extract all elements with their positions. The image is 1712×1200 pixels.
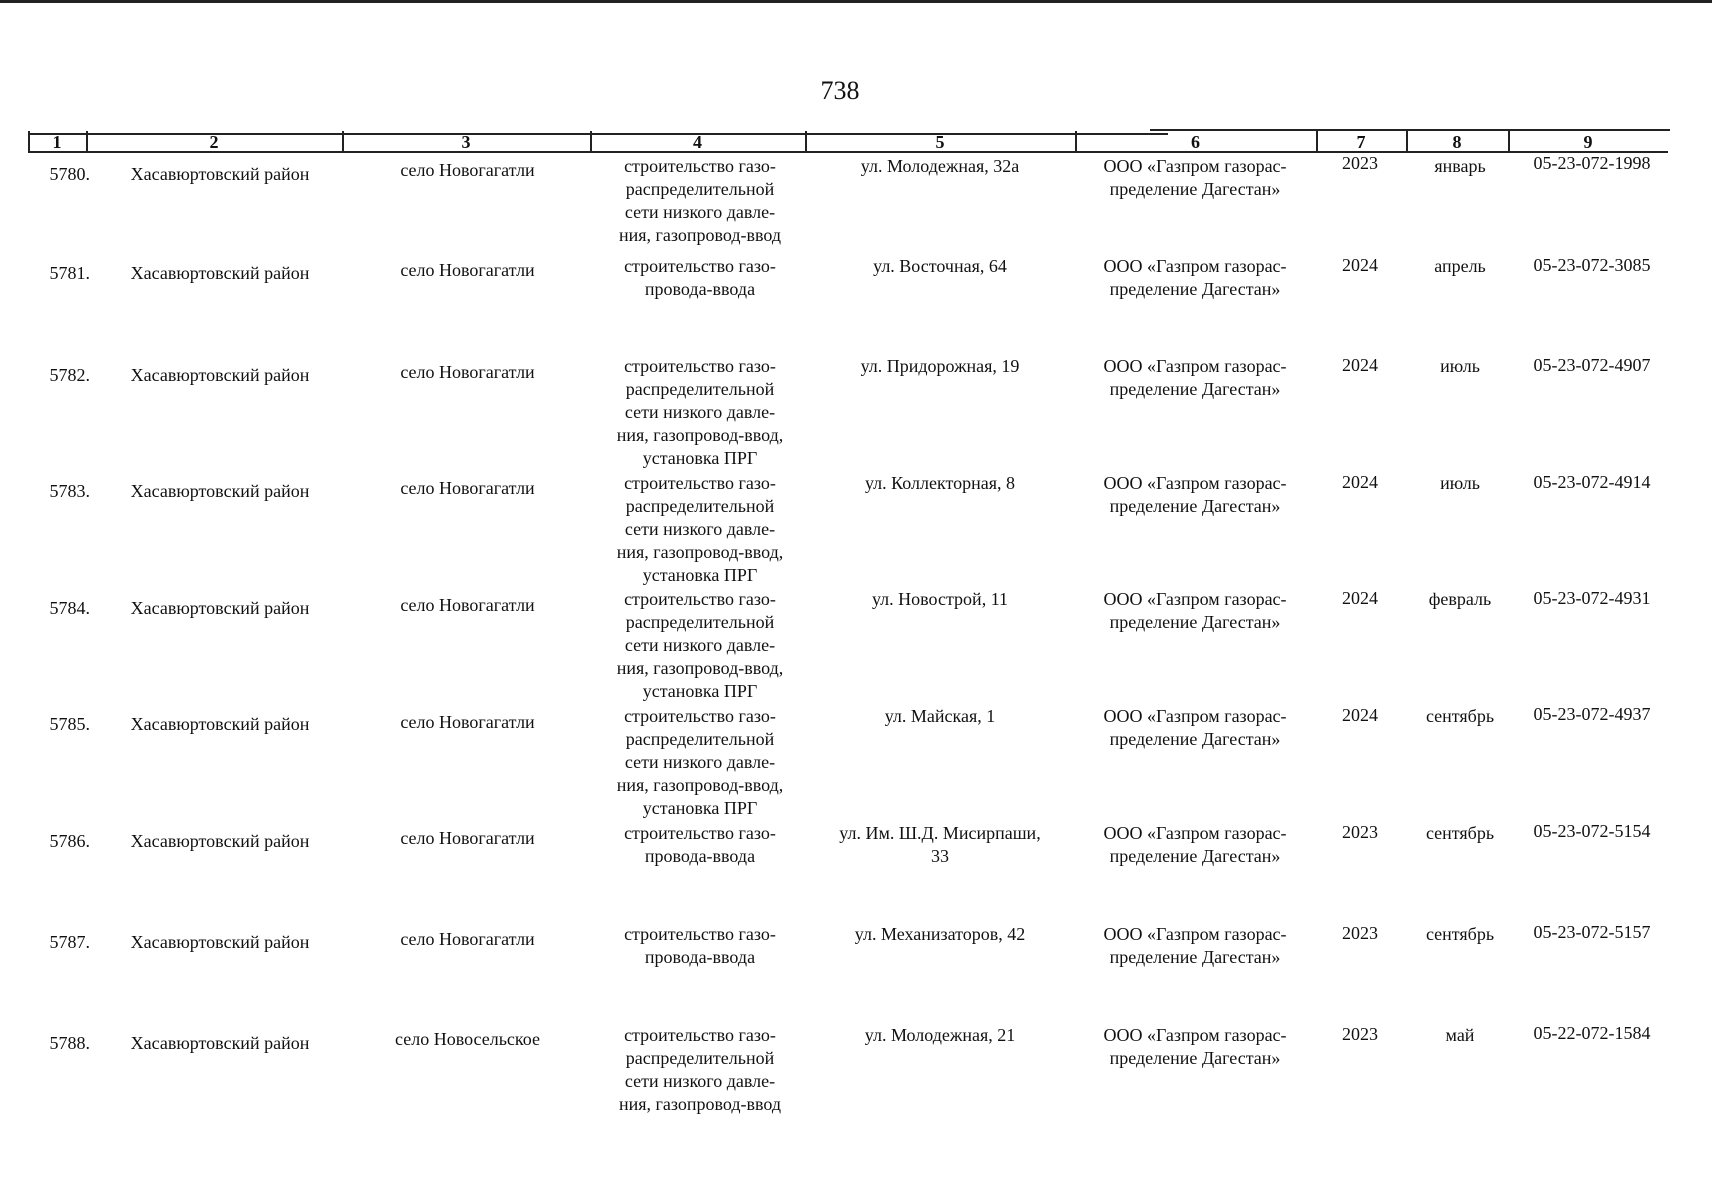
organization-cell bbox=[1075, 923, 1315, 969]
row-number: 5782. bbox=[49, 365, 90, 385]
address-line: ул. Майская, 1 bbox=[884, 706, 996, 726]
month-cell: июль bbox=[1440, 356, 1480, 376]
row-number: 5780. bbox=[49, 164, 90, 184]
organization-cell bbox=[1075, 588, 1315, 634]
organization-cell bbox=[1075, 355, 1315, 401]
address-line: ул. Восточная, 64 bbox=[873, 256, 1007, 276]
settlement-cell: село Новогагатли bbox=[400, 260, 535, 280]
column-header-9: 9 bbox=[1583, 132, 1593, 152]
work-line: строительство газо- bbox=[624, 589, 776, 609]
row-number: 5784. bbox=[49, 598, 90, 618]
scan-top-edge bbox=[0, 0, 1712, 3]
work-line: установка ПРГ bbox=[642, 798, 758, 818]
year-cell: 2023 bbox=[1342, 923, 1378, 943]
column-header-1: 1 bbox=[52, 132, 62, 152]
work-description-cell bbox=[590, 355, 810, 470]
work-description-cell bbox=[590, 588, 810, 703]
settlement-cell: село Новогагатли bbox=[400, 929, 535, 949]
month-cell: сентябрь bbox=[1425, 924, 1495, 944]
month-cell: сентябрь bbox=[1425, 706, 1495, 726]
address-line: ул. Придорожная, 19 bbox=[860, 356, 1020, 376]
address-cell bbox=[810, 588, 1070, 611]
row-number: 5785. bbox=[49, 714, 90, 734]
organization-cell bbox=[1075, 705, 1315, 751]
address-line: ул. Молодежная, 32а bbox=[860, 156, 1020, 176]
district-cell: Хасавюртовский район bbox=[130, 365, 310, 385]
organization-line: ООО «Газпром газорас- bbox=[1103, 823, 1287, 843]
column-header-5: 5 bbox=[935, 132, 945, 152]
settlement-cell: село Новосельское bbox=[395, 1029, 540, 1049]
row-number: 5786. bbox=[49, 831, 90, 851]
work-line: сети низкого давле- bbox=[624, 202, 776, 222]
column-header-7: 7 bbox=[1356, 132, 1366, 152]
organization-cell bbox=[1075, 822, 1315, 868]
code-cell: 05-23-072-4907 bbox=[1533, 355, 1651, 375]
work-line: ния, газопровод-ввод bbox=[618, 1094, 782, 1114]
organization-line: пределение Дагестан» bbox=[1109, 179, 1281, 199]
work-description-cell bbox=[590, 155, 810, 247]
organization-line: ООО «Газпром газорас- bbox=[1103, 356, 1287, 376]
column-header-3: 3 bbox=[461, 132, 471, 152]
organization-cell bbox=[1075, 255, 1315, 301]
work-description-cell bbox=[590, 923, 810, 969]
work-line: распределительной bbox=[625, 729, 775, 749]
address-cell bbox=[810, 472, 1070, 495]
work-line: ния, газопровод-ввод, bbox=[616, 425, 784, 445]
address-line: ул. Механизаторов, 42 bbox=[854, 924, 1026, 944]
settlement-cell: село Новогагатли bbox=[400, 712, 535, 732]
address-cell bbox=[810, 155, 1070, 178]
work-line: установка ПРГ bbox=[642, 565, 758, 585]
organization-cell bbox=[1075, 1024, 1315, 1070]
organization-line: пределение Дагестан» bbox=[1109, 379, 1281, 399]
district-cell: Хасавюртовский район bbox=[130, 164, 310, 184]
row-number: 5783. bbox=[49, 481, 90, 501]
work-description-cell bbox=[590, 705, 810, 820]
work-line: ния, газопровод-ввод bbox=[618, 225, 782, 245]
year-cell: 2023 bbox=[1342, 153, 1378, 173]
organization-line: ООО «Газпром газорас- bbox=[1103, 924, 1287, 944]
organization-line: ООО «Газпром газорас- bbox=[1103, 589, 1287, 609]
code-cell: 05-23-072-5157 bbox=[1533, 922, 1651, 942]
work-line: провода-ввода bbox=[644, 279, 756, 299]
work-line: строительство газо- bbox=[624, 256, 776, 276]
settlement-cell: село Новогагатли bbox=[400, 478, 535, 498]
work-description-cell bbox=[590, 1024, 810, 1116]
organization-line: ООО «Газпром газорас- bbox=[1103, 156, 1287, 176]
work-line: провода-ввода bbox=[644, 947, 756, 967]
year-cell: 2024 bbox=[1342, 705, 1378, 725]
month-cell: июль bbox=[1440, 473, 1480, 493]
organization-line: пределение Дагестан» bbox=[1109, 947, 1281, 967]
work-line: распределительной bbox=[625, 1048, 775, 1068]
organization-line: пределение Дагестан» bbox=[1109, 1048, 1281, 1068]
work-line: строительство газо- bbox=[624, 924, 776, 944]
address-line: ул. Молодежная, 21 bbox=[864, 1025, 1016, 1045]
address-cell bbox=[810, 255, 1070, 278]
organization-line: ООО «Газпром газорас- bbox=[1103, 473, 1287, 493]
address-line: 33 bbox=[931, 846, 949, 866]
work-line: сети низкого давле- bbox=[624, 752, 776, 772]
work-line: строительство газо- bbox=[624, 356, 776, 376]
organization-line: пределение Дагестан» bbox=[1109, 496, 1281, 516]
column-header-4: 4 bbox=[693, 132, 702, 152]
year-cell: 2024 bbox=[1342, 588, 1378, 608]
work-line: сети низкого давле- bbox=[624, 519, 776, 539]
district-cell: Хасавюртовский район bbox=[130, 1033, 310, 1053]
work-line: сети низкого давле- bbox=[624, 635, 776, 655]
work-line: ния, газопровод-ввод, bbox=[616, 658, 784, 678]
address-cell bbox=[810, 355, 1070, 378]
month-cell: май bbox=[1445, 1025, 1475, 1045]
code-cell: 05-23-072-4931 bbox=[1533, 588, 1651, 608]
row-number: 5787. bbox=[49, 932, 90, 952]
district-cell: Хасавюртовский район bbox=[130, 714, 310, 734]
code-cell: 05-23-072-4914 bbox=[1533, 472, 1651, 492]
organization-cell bbox=[1075, 472, 1315, 518]
district-cell: Хасавюртовский район bbox=[130, 481, 310, 501]
work-line: сети низкого давле- bbox=[624, 402, 776, 422]
row-number: 5781. bbox=[49, 263, 90, 283]
work-description-cell bbox=[590, 822, 810, 868]
year-cell: 2023 bbox=[1342, 1024, 1378, 1044]
settlement-cell: село Новогагатли bbox=[400, 595, 535, 615]
work-line: строительство газо- bbox=[624, 473, 776, 493]
district-cell: Хасавюртовский район bbox=[130, 263, 310, 283]
address-line: ул. Им. Ш.Д. Мисирпаши, bbox=[839, 823, 1041, 843]
district-cell: Хасавюртовский район bbox=[130, 932, 310, 952]
month-cell: январь bbox=[1434, 156, 1486, 176]
month-cell: сентябрь bbox=[1425, 823, 1495, 843]
organization-line: ООО «Газпром газорас- bbox=[1103, 1025, 1287, 1045]
work-line: распределительной bbox=[625, 496, 775, 516]
work-line: строительство газо- bbox=[624, 823, 776, 843]
code-cell: 05-22-072-1584 bbox=[1533, 1023, 1651, 1043]
year-cell: 2024 bbox=[1342, 472, 1378, 492]
work-line: провода-ввода bbox=[644, 846, 756, 866]
settlement-cell: село Новогагатли bbox=[400, 362, 535, 382]
settlement-cell: село Новогагатли bbox=[400, 160, 535, 180]
column-header-6: 6 bbox=[1191, 132, 1200, 152]
work-description-cell bbox=[590, 255, 810, 301]
work-line: ния, газопровод-ввод, bbox=[616, 542, 784, 562]
organization-line: пределение Дагестан» bbox=[1109, 612, 1281, 632]
organization-line: пределение Дагестан» bbox=[1109, 846, 1281, 866]
column-header-2: 2 bbox=[209, 132, 219, 152]
code-cell: 05-23-072-5154 bbox=[1533, 821, 1651, 841]
work-line: распределительной bbox=[625, 379, 775, 399]
district-cell: Хасавюртовский район bbox=[130, 598, 310, 618]
work-line: установка ПРГ bbox=[642, 448, 758, 468]
address-cell bbox=[810, 822, 1070, 868]
year-cell: 2024 bbox=[1342, 355, 1378, 375]
settlement-cell: село Новогагатли bbox=[400, 828, 535, 848]
work-line: строительство газо- bbox=[624, 1025, 776, 1045]
page-number: 738 bbox=[820, 76, 860, 105]
work-line: строительство газо- bbox=[624, 706, 776, 726]
organization-line: ООО «Газпром газорас- bbox=[1103, 706, 1287, 726]
month-cell: апрель bbox=[1434, 256, 1486, 276]
year-cell: 2023 bbox=[1342, 822, 1378, 842]
work-description-cell bbox=[590, 472, 810, 587]
work-line: установка ПРГ bbox=[642, 681, 758, 701]
address-line: ул. Коллекторная, 8 bbox=[864, 473, 1016, 493]
month-cell: февраль bbox=[1428, 589, 1492, 609]
code-cell: 05-23-072-3085 bbox=[1533, 255, 1651, 275]
address-line: ул. Новострой, 11 bbox=[871, 589, 1009, 609]
column-header-8: 8 bbox=[1452, 132, 1462, 152]
work-line: сети низкого давле- bbox=[624, 1071, 776, 1091]
year-cell: 2024 bbox=[1342, 255, 1378, 275]
organization-line: пределение Дагестан» bbox=[1109, 729, 1281, 749]
address-cell bbox=[810, 705, 1070, 728]
code-cell: 05-23-072-1998 bbox=[1533, 153, 1651, 173]
code-cell: 05-23-072-4937 bbox=[1533, 704, 1651, 724]
work-line: распределительной bbox=[625, 612, 775, 632]
work-line: ния, газопровод-ввод, bbox=[616, 775, 784, 795]
organization-line: пределение Дагестан» bbox=[1109, 279, 1281, 299]
organization-line: ООО «Газпром газорас- bbox=[1103, 256, 1287, 276]
district-cell: Хасавюртовский район bbox=[130, 831, 310, 851]
work-line: распределительной bbox=[625, 179, 775, 199]
address-cell bbox=[810, 923, 1070, 946]
organization-cell bbox=[1075, 155, 1315, 201]
address-cell bbox=[810, 1024, 1070, 1047]
row-number: 5788. bbox=[49, 1033, 90, 1053]
work-line: строительство газо- bbox=[624, 156, 776, 176]
